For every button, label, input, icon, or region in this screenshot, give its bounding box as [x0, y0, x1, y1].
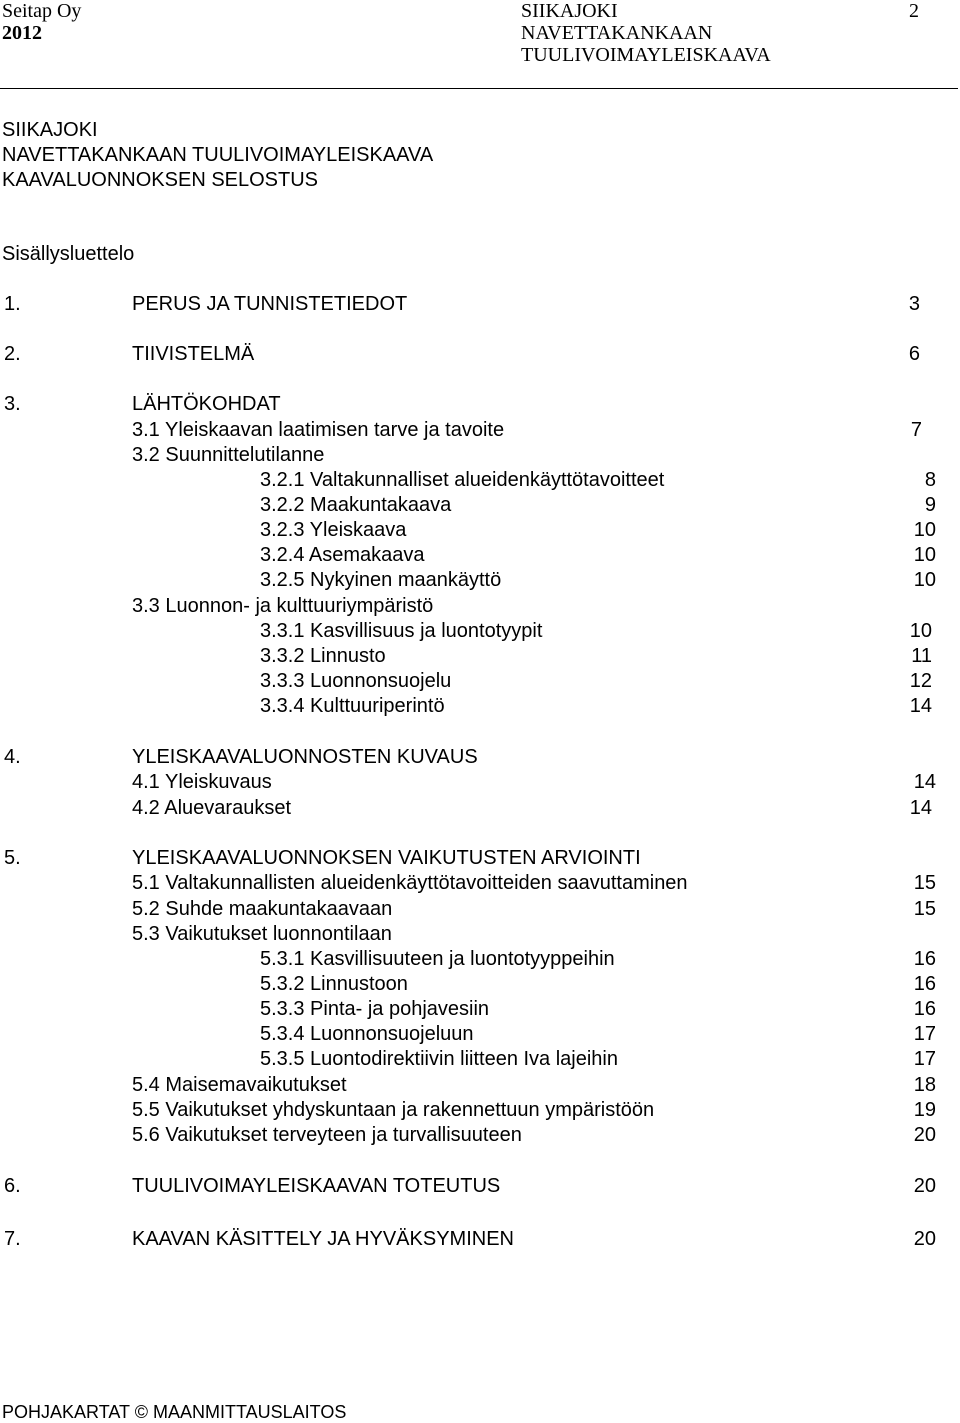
title-line1: SIIKAJOKI	[2, 119, 98, 141]
toc-entry-title[interactable]: TUULIVOIMAYLEISKAAVAN TOTEUTUS	[132, 1175, 501, 1197]
toc-entry-title[interactable]: 5.5 Vaikutukset yhdyskuntaan ja rakennettuun ympäristöön	[132, 1099, 655, 1121]
header-year: 2012	[2, 22, 42, 44]
toc-entry-title[interactable]: 4.2 Aluevaraukset	[132, 797, 291, 819]
header-company: Seitap Oy	[2, 0, 82, 22]
toc-entry-title[interactable]: 5.4 Maisemavaikutukset	[132, 1074, 347, 1096]
toc-entry-number: 2.	[4, 343, 21, 365]
toc-entry-title[interactable]: LÄHTÖKOHDAT	[132, 393, 281, 415]
header-doc-line2: NAVETTAKANKAAN	[521, 22, 713, 44]
toc-entry-number: 3.	[4, 393, 21, 415]
toc-entry-page: 18	[913, 1074, 936, 1096]
toc-entry-page: 17	[913, 1048, 936, 1070]
toc-entry-page: 12	[909, 670, 932, 692]
toc-entry-title[interactable]: 3.2.1 Valtakunnalliset alueidenkäyttötavoitteet	[260, 469, 665, 491]
toc-heading: Sisällysluettelo	[2, 243, 135, 265]
toc-entry-page: 16	[913, 948, 936, 970]
toc-entry-page: 11	[911, 645, 932, 667]
toc-entry-title[interactable]: 3.3.2 Linnusto	[260, 645, 386, 667]
toc-entry-page: 10	[909, 620, 932, 642]
toc-entry-page: 20	[913, 1124, 936, 1146]
toc-entry-title[interactable]: KAAVAN KÄSITTELY JA HYVÄKSYMINEN	[132, 1228, 514, 1250]
toc-entry-page: 16	[913, 973, 936, 995]
toc-entry-title[interactable]: 3.3.1 Kasvillisuus ja luontotyypit	[260, 620, 543, 642]
toc-entry-title[interactable]: 5.1 Valtakunnallisten alueidenkäyttötavoitteiden saavuttaminen	[132, 872, 688, 894]
toc-entry-title[interactable]: 5.2 Suhde maakuntakaavaan	[132, 898, 393, 920]
toc-entry-page: 10	[913, 544, 936, 566]
toc-entry-title[interactable]: 3.1 Yleiskaavan laatimisen tarve ja tavoite	[132, 419, 505, 441]
toc-entry-title[interactable]: 3.2 Suunnittelutilanne	[132, 444, 325, 466]
footer-copyright: POHJAKARTAT © MAANMITTAUSLAITOS	[2, 1402, 347, 1422]
toc-entry-page: 14	[909, 695, 932, 717]
header-doc-line3: TUULIVOIMAYLEISKAAVA	[521, 44, 771, 66]
toc-entry-title[interactable]: 5.3.5 Luontodirektiivin liitteen Iva lajeihin	[260, 1048, 618, 1070]
toc-entry-page: 19	[913, 1099, 936, 1121]
toc-entry-number: 4.	[4, 746, 21, 768]
toc-entry-title[interactable]: YLEISKAAVALUONNOKSEN VAIKUTUSTEN ARVIOINTI	[132, 847, 641, 869]
toc-entry-page: 16	[913, 998, 936, 1020]
toc-entry-number: 5.	[4, 847, 21, 869]
toc-entry-page: 14	[909, 797, 932, 819]
toc-entry-title[interactable]: 4.1 Yleiskuvaus	[132, 771, 272, 793]
header-page-number: 2	[909, 0, 919, 22]
toc-entry-title[interactable]: 5.3.3 Pinta- ja pohjavesiin	[260, 998, 490, 1020]
toc-entry-page: 15	[913, 898, 936, 920]
toc-entry-number: 6.	[4, 1175, 21, 1197]
toc-entry-title[interactable]: 3.3.3 Luonnonsuojelu	[260, 670, 452, 692]
toc-entry-title[interactable]: 5.3 Vaikutukset luonnontilaan	[132, 923, 392, 945]
title-line2: NAVETTAKANKAAN TUULIVOIMAYLEISKAAVA	[2, 144, 434, 166]
toc-entry-page: 8	[924, 469, 936, 491]
toc-entry-title[interactable]: 5.3.1 Kasvillisuuteen ja luontotyyppeihin	[260, 948, 615, 970]
toc-entry-page: 17	[913, 1023, 936, 1045]
toc-entry-title[interactable]: 5.3.4 Luonnonsuojeluun	[260, 1023, 474, 1045]
toc-entry-title[interactable]: 3.2.4 Asemakaava	[260, 544, 425, 566]
toc-entry-page: 10	[913, 519, 936, 541]
toc-entry-page: 3	[908, 293, 920, 315]
toc-entry-title[interactable]: 5.3.2 Linnustoon	[260, 973, 408, 995]
toc-entry-title[interactable]: 3.2.3 Yleiskaava	[260, 519, 407, 541]
toc-entry-page: 15	[913, 872, 936, 894]
toc-entry-title[interactable]: 3.3.4 Kulttuuriperintö	[260, 695, 445, 717]
header-divider	[0, 88, 958, 89]
toc-entry-page: 20	[913, 1175, 936, 1197]
toc-entry-title[interactable]: PERUS JA TUNNISTETIEDOT	[132, 293, 408, 315]
toc-entry-title[interactable]: 3.3 Luonnon- ja kulttuuriympäristö	[132, 595, 434, 617]
toc-entry-title[interactable]: 3.2.2 Maakuntakaava	[260, 494, 452, 516]
toc-entry-number: 7.	[4, 1228, 21, 1250]
toc-entry-title[interactable]: 5.6 Vaikutukset terveyteen ja turvallisuuteen	[132, 1124, 522, 1146]
toc-entry-title[interactable]: TIIVISTELMÄ	[132, 343, 255, 365]
toc-entry-page: 6	[908, 343, 920, 365]
toc-entry-page: 14	[913, 771, 936, 793]
toc-entry-number: 1.	[4, 293, 21, 315]
toc-entry-page: 9	[924, 494, 936, 516]
header-doc-line1: SIIKAJOKI	[521, 0, 618, 22]
toc-entry-title[interactable]: 3.2.5 Nykyinen maankäyttö	[260, 569, 502, 591]
title-line3: KAAVALUONNOKSEN SELOSTUS	[2, 169, 319, 191]
toc-entry-page: 7	[910, 419, 922, 441]
toc-entry-title[interactable]: YLEISKAAVALUONNOSTEN KUVAUS	[132, 746, 478, 768]
toc-entry-page: 20	[913, 1228, 936, 1250]
toc-entry-page: 10	[913, 569, 936, 591]
